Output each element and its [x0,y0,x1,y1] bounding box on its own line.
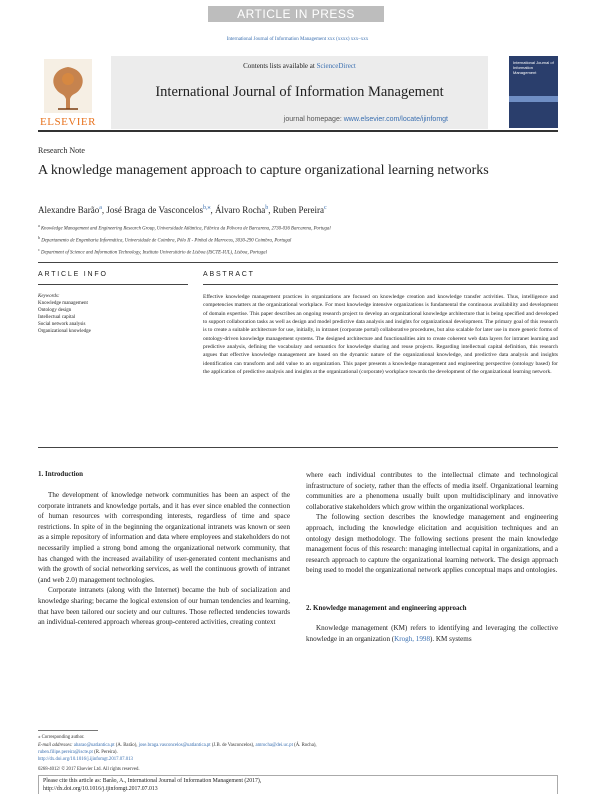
citation-link[interactable]: Krogh, 1998 [394,634,430,643]
author-mark: b,⁎ [202,205,211,211]
cover-band [509,96,558,102]
author-name: Alexandre Barão [38,205,100,215]
paragraph: The development of knowledge network communities has been an aspect of the corporate intranets and knowledge portals, and it has ever since enabled the connection of human resources with corresponding interests, regardless of time and space restrictions. In spite of in the beginning the organizational intranets was known or seen as a simple repository of information and data where employees and stakeholders do not necessarily implied a strong bond among the organizational network community, that has changed with the increased availability of user-generated content mechanisms and with the growth of social networking services, as well the continuous growth of intranet (and web 2.0) management technologies. [38,491,290,584]
keyword: Organizational knowledge [38,329,91,334]
cover-title: International Journal of Information Management [513,60,554,75]
affiliation [38,246,558,258]
homepage-line [111,116,488,123]
author-mark: c [323,205,327,211]
affiliations [38,222,558,258]
divider [38,284,188,285]
author-mark: b [265,205,269,211]
keyword: Social network analysis [38,322,86,327]
article-info-heading: ARTICLE INFO [38,271,108,278]
paragraph: Corporate intranets (along with the Internet) became the hub of socialization and knowledge sharing; became the logical extension of our human tendencies and learning, that have been tailored our society and our cultures. Those reflected tendencies towards an individual-centered approach whereas group-centered activities, creating context [38,586,290,627]
body-column-right [306,470,558,576]
email-link[interactable]: amrocha@dei.uc.pt [255,742,293,748]
paragraph-text: Knowledge management (KM) refers to identifying and leveraging the collective knowledge in an organization ( [306,624,558,643]
email-owner: (R. Pereira). [92,750,118,755]
citation-prefix: Please cite this article as: Barão, A., International Journal of Information Management (2017), [43,778,262,784]
paragraph [306,623,558,644]
article-type: Research Note [38,146,85,155]
email-link[interactable]: ruben.filipe.pereira@iscte.pt [38,750,93,755]
elsevier-logo [38,56,98,129]
copyright-line: 0268-4012/ © 2017 Elsevier Ltd. All rights reserved. [38,767,140,772]
publisher-name: ELSEVIER [40,116,96,128]
email-owner: (J.B. de Vasconcelos), [210,742,256,748]
email-label: E-mail addresses: [38,742,74,748]
journal-cover-thumbnail [509,56,558,128]
email-addresses-cont [38,749,558,757]
body-column-left [38,490,290,628]
email-addresses [38,742,558,750]
affiliation-mark: c [38,247,40,253]
abstract-heading: ABSTRACT [203,271,255,278]
keyword: Ontology design [38,308,72,313]
article-in-press-banner: ARTICLE IN PRESS [208,6,384,22]
affiliation-mark: b [38,235,40,241]
author-name: José Braga de Vasconcelos [106,205,203,215]
affiliation-text: Departamento de Engenharia Informática, Universidade de Coimbra, Pólo II - Pinhal de Marrocos, 3030-290 Coimbra, Portugal [41,238,292,244]
author-name: Álvaro Rocha [214,205,266,215]
sciencedirect-link[interactable]: ScienceDirect [316,62,356,70]
paragraph: The following section describes the knowledge management and engineering approach, including the knowledge elicitation and acquisition techniques and an ontology design methodology. The following sections present the main knowledge management focus of this research: managing intellectual capital in organizations, and a research approach to capture the organizational learning network. The design approach being used to model the organizational network applies conceptual maps and ontologies. [306,513,558,575]
section-heading: 1. Introduction [38,470,83,478]
abstract-text: Effective knowledge management practices in organizations are focused on knowledge creation and knowledge transfer activities. Thus, intelligence and competencies matters at the organizational workplace. For most knowledge intensive organizations is fundamental the continuous availability and development of domain expertise. This paper describes an ongoing research project to develop an organizational knowledge architecture that is being specified and developed to support collaboration tasks as well as design and model predictive data analysis and insights for organizational development. The primary goal of this research is to create a suitable architecture for use, initially, in intranet (corporate portal) collaborative procedures, but also scalable for later use in more generic forms of ontology-driven knowledge management systems. The designed architecture and functionalities aim to create coherent web data layers for intranet learning and predictive analysis, defining the vocabulary and semantics for knowledge sharing and reuse projects. Regarding intellectual capital definition, this research argues that effective knowledge management are based on the dynamic nature of the organizational knowledge, and predictive data analysis and insights identification can transform and add value to an organization. This paper presents a knowledge management and engineering perspective (ontology based) for the application of predictive analysis and insights at the organizational (corporate) workplace towards the development of the organizational learning network. [203,294,558,376]
author-mark: a [99,205,102,211]
homepage-link[interactable]: www.elsevier.com/locate/ijinfomgt [343,116,448,123]
homepage-prefix: journal homepage: [283,116,344,123]
journal-title: International Journal of Information Management [155,84,444,100]
paragraph-text: ). KM systems [430,634,472,643]
author-list: Alexandre Barão$^a$, José Braga de Vasconcelos$^{b,⁎}$, Álvaro Rocha$^b$, Ruben Pereira$^c$ [38,205,327,215]
affiliation-text: Knowledge Management and Engineering Research Group, Universidade Atlântica, Fábrica da Pólvora de Barcarena, 2730-036 Barcarena, Portugal [40,226,331,232]
email-owner: (A. Barão), [114,742,139,748]
article-title: A knowledge management approach to capture organizational learning networks [38,163,489,178]
affiliation [38,222,558,234]
doi-link[interactable]: http://dx.doi.org/10.1016/j.ijinfomgt.2017.07.013 [38,757,133,762]
keyword: Knowledge management [38,301,88,306]
journal-reference: International Journal of Information Management xxx (xxxx) xxx–xxx [226,37,369,42]
keywords-block [38,293,178,335]
affiliation [38,234,558,246]
divider [203,284,558,285]
author-name: Ruben Pereira [272,205,324,215]
footnotes [38,734,558,757]
contents-prefix: Contents lists available at [243,62,317,70]
keywords-label: Keywords: [38,294,60,299]
journal-header-box [111,56,488,129]
footnote-rule [38,730,98,731]
corresponding-author-note: ⁎ Corresponding author. [38,735,85,740]
affiliation-mark: a [38,223,40,228]
email-owner: (Á. Rocha), [292,742,317,748]
keyword: Intellectual capital [38,315,76,320]
divider [38,262,558,263]
citation-box [38,775,558,794]
body-column-right-cont [306,623,558,644]
divider [38,447,558,448]
masthead [38,56,558,132]
paragraph: where each individual contributes to the intellectual climate and technological infrastructure of society, rather than the effects of media itself. Organizational learning communities are a phenomena usually built upon multidisciplinary and innovative collaborative stakeholders which grow within the organizational workplaces. [306,471,558,511]
section-heading: 2. Knowledge management and engineering approach [306,604,467,612]
elsevier-tree-icon [44,59,92,113]
affiliation-text: Department of Science and Information Technology, Instituto Universitário de Lisboa (ISCTE-IUL), Lisboa, Portugal [40,250,267,256]
citation-doi[interactable]: http://dx.doi.org/10.1016/j.ijinfomgt.2017.07.013 [43,786,158,792]
contents-line [111,62,488,70]
email-link[interactable]: abarao@uatlantica.pt [73,742,115,748]
email-link[interactable]: jose.braga.vasconcelos@uatlantica.pt [138,742,211,748]
